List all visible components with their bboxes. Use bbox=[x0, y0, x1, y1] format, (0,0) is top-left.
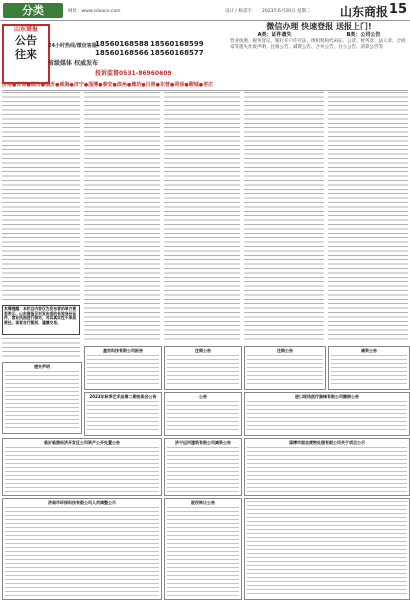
notice-box-title: 公告 bbox=[199, 394, 207, 399]
notice-box-title: 减资公告 bbox=[361, 348, 377, 353]
wechat-ad bbox=[230, 21, 408, 89]
notice-box bbox=[84, 346, 162, 390]
notice-box-title: 2023年秋季艺术品第二期拍卖会公告 bbox=[89, 394, 157, 399]
notice-box-title: 注销公告 bbox=[195, 348, 211, 353]
text-column bbox=[2, 92, 80, 302]
notice-box-title: 济南市环保科技有限公司人员调整公示 bbox=[48, 500, 116, 505]
notice-box bbox=[164, 438, 242, 496]
notice-box-title: 遗失声明 bbox=[34, 364, 50, 369]
section-tag: 分类 bbox=[3, 3, 63, 18]
notice-box bbox=[2, 438, 162, 496]
disclaimer-notice: 友情提醒：本栏目内容仅为发布者的单方意思表示，山东商报仅对发布者的有效身份证件、营业执照进行核对，对其真实性不承担责任。读者自行甄别、谨慎交易。 bbox=[2, 305, 80, 335]
notice-box-title: 注销公告 bbox=[277, 348, 293, 353]
logo-char: 往 bbox=[15, 48, 26, 61]
notice-box-title: 进口现场医疗器械有限公司撤销公告 bbox=[295, 394, 359, 399]
hotline-number: 18560168588 bbox=[95, 40, 149, 48]
complaint-line: 投诉监督0531-86960609 bbox=[95, 70, 172, 77]
text-column bbox=[84, 92, 160, 342]
notice-box bbox=[244, 346, 326, 390]
notice-box bbox=[164, 498, 242, 600]
city-list: 济南●青岛●烟台●临沂●威海●济宁●淄博●泰安●滨州●潍坊●日照●东营●菏泽●聊城●枣庄 bbox=[2, 82, 214, 88]
divider bbox=[2, 90, 408, 91]
text-column bbox=[328, 92, 408, 342]
notice-box-title: 盖世科技有限公司报告 bbox=[103, 348, 143, 353]
notice-box bbox=[328, 346, 410, 390]
logo-char: 公 bbox=[15, 34, 26, 47]
logo-char: 来 bbox=[26, 48, 37, 61]
page-header bbox=[0, 0, 410, 21]
notice-box-title: 淄博市固态废物处理有限公司关于项目公示 bbox=[289, 440, 365, 445]
notice-box bbox=[164, 392, 242, 436]
ad-col-b-title: B类：公司公告 bbox=[346, 32, 381, 38]
ad-headline: 微信办理 快速登报 送报上门! bbox=[266, 22, 372, 31]
media-tag: 省级媒体 权威发布 bbox=[48, 60, 99, 67]
hotline-number: 18560168599 bbox=[150, 40, 204, 48]
text-column bbox=[164, 92, 240, 342]
notice-box bbox=[164, 346, 242, 390]
ad-col-a-title: A类：证件遗失 bbox=[257, 32, 292, 38]
hotline-label: 24小时热线/微信客服: bbox=[48, 43, 99, 49]
hotline-number: 18560168566 bbox=[95, 49, 149, 57]
page-number: 15 bbox=[388, 2, 407, 17]
notice-box-title: 临沂临港经济开发区公司资产公开处置公告 bbox=[44, 440, 120, 445]
website-text: 网址：www.sdxacn.com bbox=[68, 9, 121, 14]
date-text: 2023年6月20日 星期二 bbox=[262, 9, 311, 14]
notice-box bbox=[2, 362, 82, 434]
notice-box bbox=[244, 438, 410, 496]
notice-box bbox=[2, 498, 162, 600]
notice-box bbox=[84, 392, 162, 436]
announcement-logo bbox=[2, 24, 50, 84]
notice-box-title: 济宁运河建筑有限公司减资公告 bbox=[175, 440, 231, 445]
notice-box-title: 股权转让公告 bbox=[191, 500, 215, 505]
hotline-number: 18560168577 bbox=[150, 49, 204, 57]
text-column bbox=[2, 338, 80, 358]
text-column bbox=[244, 92, 324, 342]
notice-box bbox=[244, 392, 410, 436]
editor-text: 设计 / 杨雷宇 bbox=[225, 9, 252, 14]
logo-char: 告 bbox=[26, 34, 37, 47]
ad-services: 营业执照、税务登记、银行开户许可证、组织机构代码证、公章、财务章、法人章、合同章等遗失作废声明；注销公告、减资公告、合并公告、分立公告、清算公告等 bbox=[230, 39, 406, 50]
notice-box bbox=[244, 498, 410, 600]
logo-top-text: 山东商报 bbox=[13, 26, 38, 33]
newspaper-brand: 山东商报 bbox=[339, 5, 388, 19]
